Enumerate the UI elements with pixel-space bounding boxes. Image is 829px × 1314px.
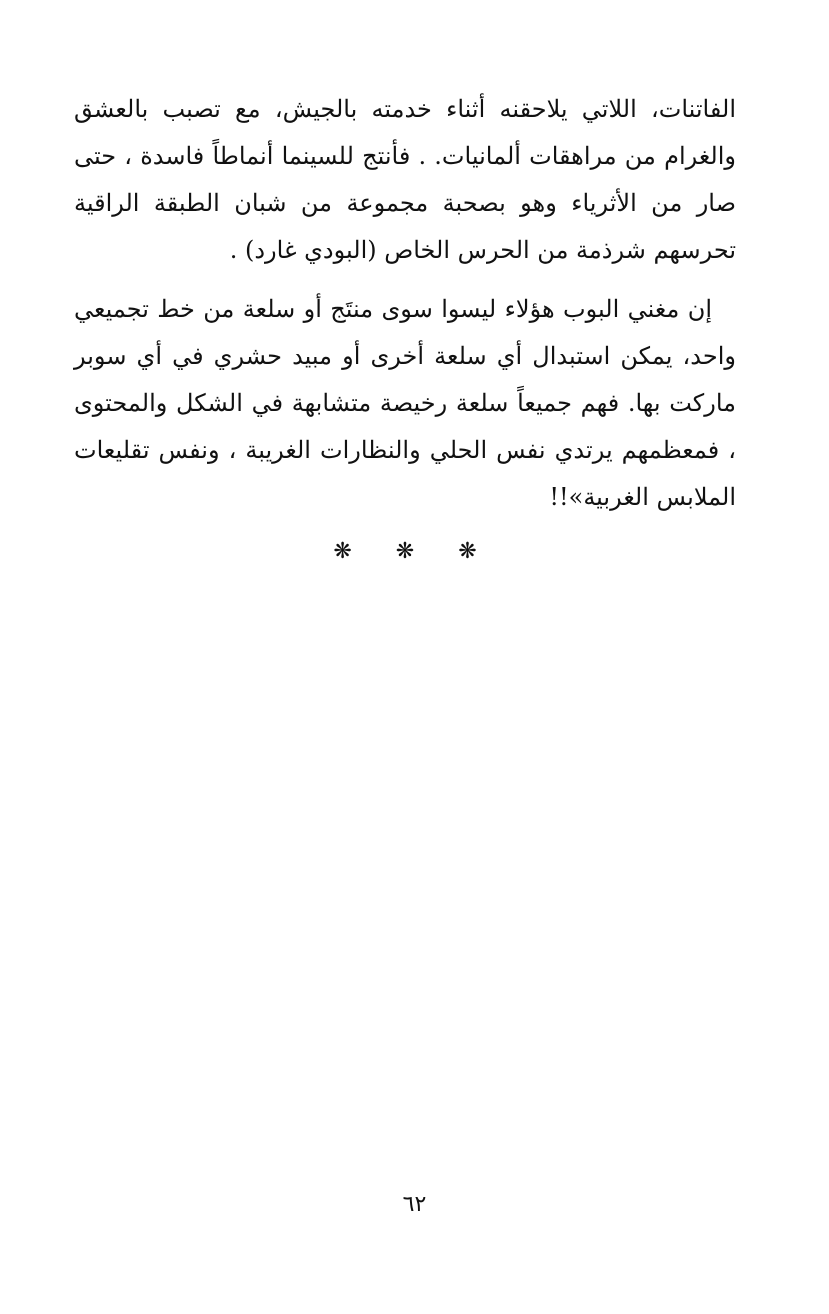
page-body	[74, 86, 736, 564]
paragraph-1: الفاتنات، اللاتي يلاحقنه أثناء خدمته بالجيش، مع تصبب بالعشق والغرام من مراهقات ألمانيات. . فأنتج للسينما أنماطاً فاسدة ، حتى صار من الأثرياء وهو بصحبة مجموعة من شبان الطبقة الراقية تحرسهم شرذمة من الحرس الخاص (البودي غارد) .	[74, 95, 736, 264]
asterism-icon: ❋	[458, 539, 477, 564]
paragraph-2: إن مغني البوب هؤلاء ليسوا سوى منتَج أو سلعة من خط تجميعي واحد، يمكن استبدال أي سلعة أخرى أو مبيد حشري في أي سوبر ماركت بها. فهم جميعاً سلعة رخيصة متشابهة في الشكل والمحتوى ، فمعظمهم يرتدي نفس الحلي والنظارات الغريبة ، ونفس تقليعات الملابس الغربية»!!	[74, 295, 736, 511]
page-number: ٦٢	[402, 1192, 427, 1217]
section-separator	[74, 539, 736, 564]
asterism-icon: ❋	[395, 539, 415, 564]
asterism-icon: ❋	[333, 539, 352, 564]
